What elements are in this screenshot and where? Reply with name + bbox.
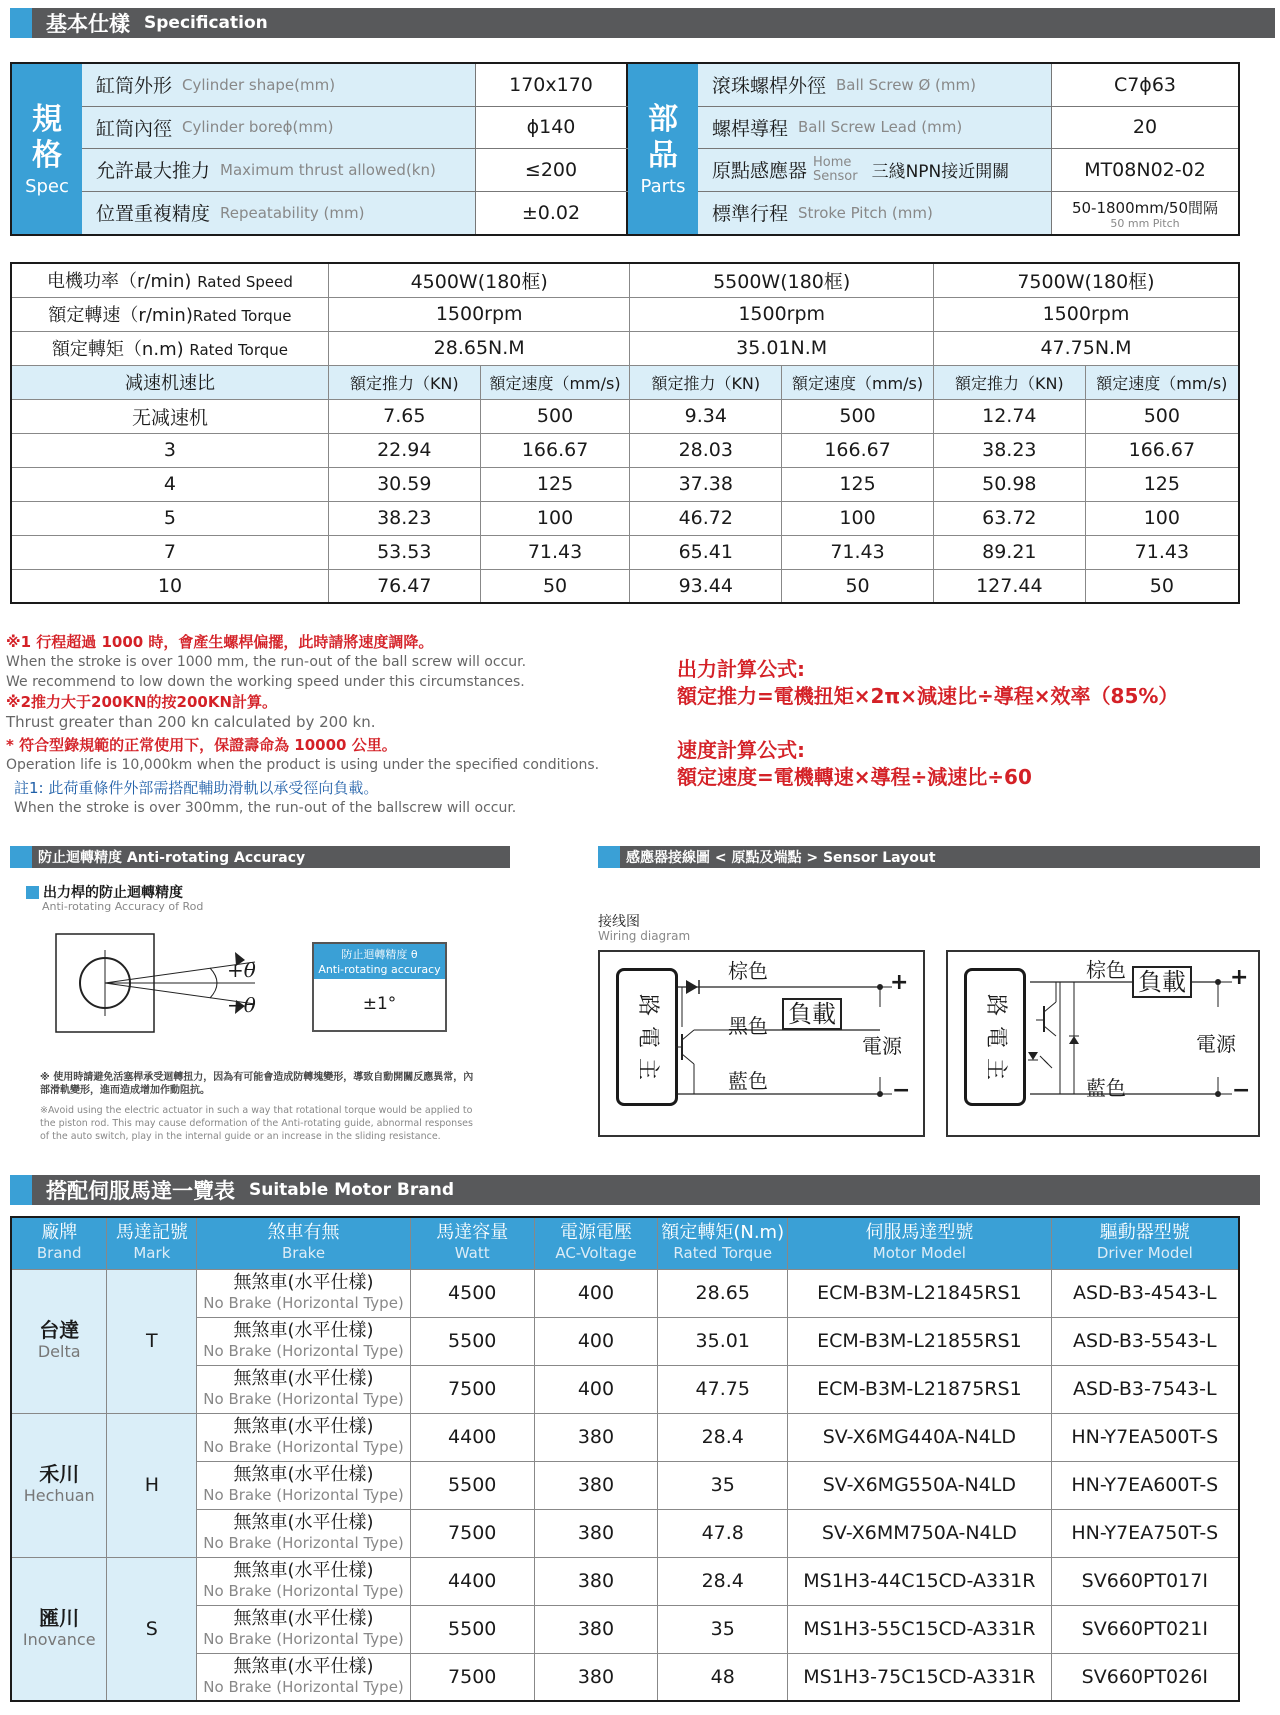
motor-volt-cell: 400 [534,1269,658,1317]
perf-cell: 1500rpm [630,297,934,331]
parts-side-cn-1: 部 [648,101,678,137]
perf-cell: 7500W(180框) [933,263,1239,297]
spec-side-cn-1: 規 [32,101,62,137]
perf-value-cell: 127.44 [933,569,1085,603]
perf-value-cell: 9.34 [630,399,782,433]
spec-row [82,149,628,192]
minus-theta-label: −θ [227,993,256,1017]
perf-data-row [11,501,1239,535]
power-label: 電源 [862,1034,902,1058]
perf-value-cell: 46.72 [630,501,782,535]
section-accent [10,1175,32,1205]
motor-torque-cell: 47.75 [658,1365,788,1413]
motor-volt-cell: 380 [534,1509,658,1557]
anti-heading: 出力桿的防止迴轉精度 [26,882,183,902]
perf-row-power [11,263,1239,297]
note-1-en-a: When the stroke is over 1000 mm, the run-out of the ball screw will occur. [6,654,527,670]
spec-row [82,107,628,150]
anti-accuracy-box-head: 防止迴轉精度 θ Anti-rotating accuracy [314,944,445,979]
parts-side-label [628,64,698,234]
motor-volt-cell: 380 [534,1605,658,1653]
note-4-en: When the stroke is over 300mm, the run-out of the ballscrew will occur. [14,800,517,816]
motor-row [11,1269,1239,1317]
motor-driver-cell: SV660PT026I [1051,1653,1239,1701]
main-circuit-box: 路 電 主 [964,968,1026,1106]
parts-side-en: Parts [640,175,686,197]
motor-torque-cell: 47.8 [658,1509,788,1557]
perf-value-cell: 50 [782,569,934,603]
perf-label: 額定轉矩（n.m) Rated Torque [11,331,328,365]
spec-label: 允許最大推力 Maximum thrust allowed(kn) [82,149,476,191]
motor-torque-cell: 35 [658,1461,788,1509]
spec-value: ≤200 [476,149,628,191]
spec-row [82,64,628,107]
perf-value-cell: 500 [1085,399,1239,433]
notes-block [6,632,646,818]
motor-body [11,1269,1239,1701]
perf-ratio-head: 减速机速比 [11,365,328,399]
motor-watt-cell: 4400 [410,1413,534,1461]
spec-row [698,107,1238,150]
perf-value-cell: 28.03 [630,433,782,467]
motor-title-cn: 搭配伺服馬達一覽表 [46,1179,235,1203]
brake-cell: 無煞車(水平仕樣) No Brake (Horizontal Type) [197,1317,411,1365]
wiring-diagram-2 [946,950,1260,1137]
motor-header-cell: 馬達容量 Watt [410,1217,534,1269]
motor-torque-cell: 35 [658,1605,788,1653]
mark-cell: T [107,1269,197,1413]
motor-volt-cell: 380 [534,1557,658,1605]
brown-wire-label: 棕色 [728,959,768,983]
motor-watt-cell: 5500 [410,1461,534,1509]
perf-value-cell: 37.38 [630,467,782,501]
motor-header-cell: 額定轉矩(N.m) Rated Torque [658,1217,788,1269]
motor-model-cell: ECM-B3M-L21855RS1 [788,1317,1052,1365]
perf-value-cell: 100 [782,501,934,535]
motor-driver-cell: ASD-B3-5543-L [1051,1317,1239,1365]
motor-volt-cell: 380 [534,1413,658,1461]
motor-model-cell: SV-X6MG550A-N4LD [788,1461,1052,1509]
note-3: * 符合型錄規範的正常使用下，保證壽命為 10000 公里。 [6,736,397,754]
motor-model-cell: MS1H3-44C15CD-A331R [788,1557,1052,1605]
perf-value-cell: 100 [1085,501,1239,535]
motor-watt-cell: 7500 [410,1653,534,1701]
formula-thrust-text: 額定推力=電機扭矩×2π×減速比÷導程×效率（85%） [677,684,1179,708]
perf-value-cell: 166.67 [480,433,630,467]
motor-volt-cell: 400 [534,1365,658,1413]
wiring-title-cn: 接线图 [598,914,640,930]
brake-cell: 無煞車(水平仕樣) No Brake (Horizontal Type) [197,1413,411,1461]
motor-header-cell: 電源電壓 AC-Voltage [534,1217,658,1269]
perf-value-cell: 125 [782,467,934,501]
note-2-en: Thrust greater than 200 kn calculated by 200 kn. [6,713,376,731]
wiring-diagram-1 [598,950,925,1137]
perf-cell: 1500rpm [328,297,630,331]
perf-value-cell: 38.23 [933,433,1085,467]
brake-cell: 無煞車(水平仕樣) No Brake (Horizontal Type) [197,1365,411,1413]
spec-label: 缸筒外形 Cylinder shape(mm) [82,64,476,106]
formula-speed-text: 額定速度=電機轉速×導程÷減速比÷60 [677,765,1032,789]
motor-title-en: Suitable Motor Brand [249,1180,455,1200]
motor-header-cell: 煞車有無 Brake [197,1217,411,1269]
formula-thrust [677,656,1178,710]
brown-wire-label: 棕色 [1086,958,1126,982]
perf-data-row [11,399,1239,433]
sensor-title: 感應器接線圖 < 原點及端點 > Sensor Layout [626,850,936,866]
spec-left-rows [82,64,628,234]
motor-watt-cell: 7500 [410,1365,534,1413]
motor-torque-cell: 28.4 [658,1413,788,1461]
spec-row [698,64,1238,107]
perf-value-cell: 100 [480,501,630,535]
perf-row-speed [11,297,1239,331]
brake-cell: 無煞車(水平仕樣) No Brake (Horizontal Type) [197,1269,411,1317]
performance-table [10,262,1240,604]
spec-side-label [12,64,82,234]
anti-rot-title: 防止迴轉精度 Anti-rotating Accuracy [38,850,306,866]
perf-cell: 47.75N.M [933,331,1239,365]
motor-driver-cell: HN-Y7EA600T-S [1051,1461,1239,1509]
spec-title-en: Specification [144,13,268,33]
spec-label: 位置重複精度 Repeatability (mm) [82,192,476,234]
perf-ratio-cell: 4 [11,467,328,501]
note-1-en-b: We recommend to low down the working speed under this circumstances. [6,674,525,690]
perf-value-cell: 7.65 [328,399,480,433]
spec-value: C7ϕ63 [1113,73,1177,96]
spec-table [10,62,1240,236]
blue-wire-label: 藍色 [1086,1076,1126,1100]
perf-row-torque [11,331,1239,365]
motor-driver-cell: HN-Y7EA500T-S [1051,1413,1239,1461]
motor-header-cell: 伺服馬達型號 Motor Model [788,1217,1052,1269]
perf-value-cell: 125 [1085,467,1239,501]
power-label: 電源 [1196,1032,1236,1056]
perf-ratio-cell: 5 [11,501,328,535]
motor-torque-cell: 28.4 [658,1557,788,1605]
motor-header-cell: 廠牌 Brand [11,1217,107,1269]
brake-cell: 無煞車(水平仕樣) No Brake (Horizontal Type) [197,1461,411,1509]
motor-volt-cell: 380 [534,1461,658,1509]
perf-ratio-cell: 10 [11,569,328,603]
main-circuit-box: 路 電 主 [616,968,678,1106]
spec-section-bar [10,8,1275,38]
spec-value: 170x170 [476,64,628,106]
spec-title-cn: 基本仕樣 [46,12,130,36]
mark-cell: S [107,1557,197,1701]
parts-side-cn-2: 品 [648,137,678,173]
perf-label: 額定轉速（r/min)Rated Torque [11,297,328,331]
load-box: 負載 [1132,966,1192,998]
perf-cell: 1500rpm [933,297,1239,331]
perf-cell: 35.01N.M [630,331,934,365]
perf-data-row [11,569,1239,603]
spec-label: 標準行程 Stroke Pitch (mm) [698,192,1052,234]
anti-accuracy-value: ±1° [362,994,397,1014]
brake-cell: 無煞車(水平仕樣) No Brake (Horizontal Type) [197,1557,411,1605]
perf-value-cell: 93.44 [630,569,782,603]
section-accent [598,846,620,868]
brake-cell: 無煞車(水平仕樣) No Brake (Horizontal Type) [197,1605,411,1653]
perf-ratio-cell: 无减速机 [11,399,328,433]
perf-value-cell: 53.53 [328,535,480,569]
perf-ratio-cell: 3 [11,433,328,467]
motor-model-cell: ECM-B3M-L21845RS1 [788,1269,1052,1317]
formula-speed [677,737,1032,791]
brake-cell: 無煞車(水平仕樣) No Brake (Horizontal Type) [197,1509,411,1557]
perf-value-cell: 65.41 [630,535,782,569]
spec-label: 滾珠螺桿外徑 Ball Screw Ø (mm) [698,64,1052,106]
plus-theta-label: +θ [227,958,256,982]
sensor-bar [598,846,1260,868]
motor-watt-cell: 4500 [410,1269,534,1317]
motor-row [11,1413,1239,1461]
blue-wire-label: 藍色 [728,1069,768,1093]
motor-torque-cell: 48 [658,1653,788,1701]
motor-driver-cell: ASD-B3-4543-L [1051,1269,1239,1317]
motor-model-cell: SV-X6MM750A-N4LD [788,1509,1052,1557]
perf-subhead: 額定推力（KN) [328,365,480,399]
perf-value-cell: 125 [480,467,630,501]
spec-value: MT08N02-02 [1084,158,1206,181]
motor-watt-cell: 5500 [410,1605,534,1653]
motor-driver-cell: SV660PT017I [1051,1557,1239,1605]
perf-value-cell: 71.43 [480,535,630,569]
black-wire-label: 黑色 [728,1014,768,1038]
perf-value-cell: 76.47 [328,569,480,603]
spec-value: ±0.02 [476,192,628,234]
motor-watt-cell: 4400 [410,1557,534,1605]
motor-header-row [11,1217,1239,1269]
perf-subhead: 額定推力（KN) [630,365,782,399]
formula-speed-title: 速度計算公式: [677,738,805,762]
perf-value-cell: 30.59 [328,467,480,501]
motor-volt-cell: 400 [534,1317,658,1365]
motor-model-cell: SV-X6MG440A-N4LD [788,1413,1052,1461]
brand-cell: 台達 Delta [11,1269,107,1413]
perf-body [11,399,1239,603]
motor-volt-cell: 380 [534,1653,658,1701]
perf-subheader [11,365,1239,399]
wiring-title-en: Wiring diagram [598,929,691,943]
rod-diagram [40,922,280,1042]
anti-rot-bar [10,846,510,868]
perf-cell: 4500W(180框) [328,263,630,297]
motor-row [11,1557,1239,1605]
motor-driver-cell: HN-Y7EA750T-S [1051,1509,1239,1557]
perf-value-cell: 12.74 [933,399,1085,433]
square-bullet-icon [26,886,39,899]
spec-label: 原點感應器 Home Sensor 三綫NPN接近開關 [698,149,1052,191]
mark-cell: H [107,1413,197,1557]
perf-value-cell: 22.94 [328,433,480,467]
motor-model-cell: ECM-B3M-L21875RS1 [788,1365,1052,1413]
perf-value-cell: 166.67 [782,433,934,467]
spec-value: 20 [1132,116,1158,139]
perf-value-cell: 71.43 [782,535,934,569]
perf-value-cell: 71.43 [1085,535,1239,569]
spec-row [698,192,1238,234]
spec-label: 螺桿導程 Ball Screw Lead (mm) [698,107,1052,149]
spec-row [698,149,1238,192]
spec-side-cn-2: 格 [32,137,62,173]
motor-watt-cell: 5500 [410,1317,534,1365]
perf-data-row [11,535,1239,569]
perf-subhead: 額定速度（mm/s) [1085,365,1239,399]
perf-cell: 28.65N.M [328,331,630,365]
perf-value-cell: 50 [1085,569,1239,603]
perf-value-cell: 89.21 [933,535,1085,569]
motor-torque-cell: 28.65 [658,1269,788,1317]
motor-header-cell: 馬達記號 Mark [107,1217,197,1269]
perf-value-cell: 500 [480,399,630,433]
perf-ratio-cell: 7 [11,535,328,569]
perf-subhead: 額定速度（mm/s) [782,365,934,399]
spec-right-rows [698,64,1238,234]
motor-driver-cell: ASD-B3-7543-L [1051,1365,1239,1413]
section-accent [10,846,32,868]
formula-thrust-title: 出力計算公式: [677,657,805,681]
note-1: ※1 行程超過 1000 時，會產生螺桿偏擺，此時請將速度調降。 [6,633,434,651]
plus-terminal: + [1230,965,1249,990]
brand-cell: 匯川 Inovance [11,1557,107,1701]
spec-side-en: Spec [25,175,69,197]
perf-data-row [11,433,1239,467]
perf-subhead: 額定速度（mm/s) [480,365,630,399]
perf-value-cell: 50.98 [933,467,1085,501]
minus-terminal: − [892,1078,911,1103]
note-2: ※2推力大于200KN的按200KN計算。 [6,693,277,711]
motor-header-cell: 驅動器型號 Driver Model [1051,1217,1239,1269]
anti-heading-en: Anti-rotating Accuracy of Rod [42,900,204,913]
anti-accuracy-box [312,942,447,1032]
brand-cell: 禾川 Hechuan [11,1413,107,1557]
anti-warning-en: ※Avoid using the electric actuator in such a way that rotational torque would be applied to the piston rod. This may cause deformation of the Anti-rotating guide, abnormal responses of the auto switch, play in the internal guide or an increase in the sliding resistance. [40,1105,473,1142]
load-box: 負載 [782,998,842,1030]
motor-driver-cell: SV660PT021I [1051,1605,1239,1653]
anti-warning-cn: ※ 使用時請避免活塞桿承受迴轉扭力，因為有可能會造成防轉塊變形，導致自動開關反應異常，內部滑軌變形，進而造成增加作動阻抗。 [40,1072,474,1096]
perf-value-cell: 63.72 [933,501,1085,535]
note-4: 註1: 此荷重條件外部需搭配輔助滑軌以承受徑向負載。 [14,779,379,797]
spec-value: 50-1800mm/50間隔 50 mm Pitch [1071,198,1219,230]
motor-model-cell: MS1H3-55C15CD-A331R [788,1605,1052,1653]
plus-terminal: + [890,970,909,995]
minus-terminal: − [1232,1078,1251,1103]
section-accent [10,8,32,38]
spec-row [82,192,628,234]
spec-label: 缸筒內徑 Cylinder boreϕ(mm) [82,107,476,149]
perf-cell: 5500W(180框) [630,263,934,297]
note-3-en: Operation life is 10,000km when the product is using under the specified conditions. [6,757,600,773]
motor-model-cell: MS1H3-75C15CD-A331R [788,1653,1052,1701]
motor-torque-cell: 35.01 [658,1317,788,1365]
motor-watt-cell: 7500 [410,1509,534,1557]
perf-data-row [11,467,1239,501]
perf-label: 电機功率（r/min) Rated Speed [11,263,328,297]
perf-value-cell: 38.23 [328,501,480,535]
perf-subhead: 額定推力（KN) [933,365,1085,399]
perf-value-cell: 500 [782,399,934,433]
motor-table [10,1216,1240,1702]
perf-value-cell: 166.67 [1085,433,1239,467]
brake-cell: 無煞車(水平仕樣) No Brake (Horizontal Type) [197,1653,411,1701]
spec-value: ϕ140 [476,107,628,149]
motor-section-bar [10,1175,1260,1205]
perf-value-cell: 50 [480,569,630,603]
